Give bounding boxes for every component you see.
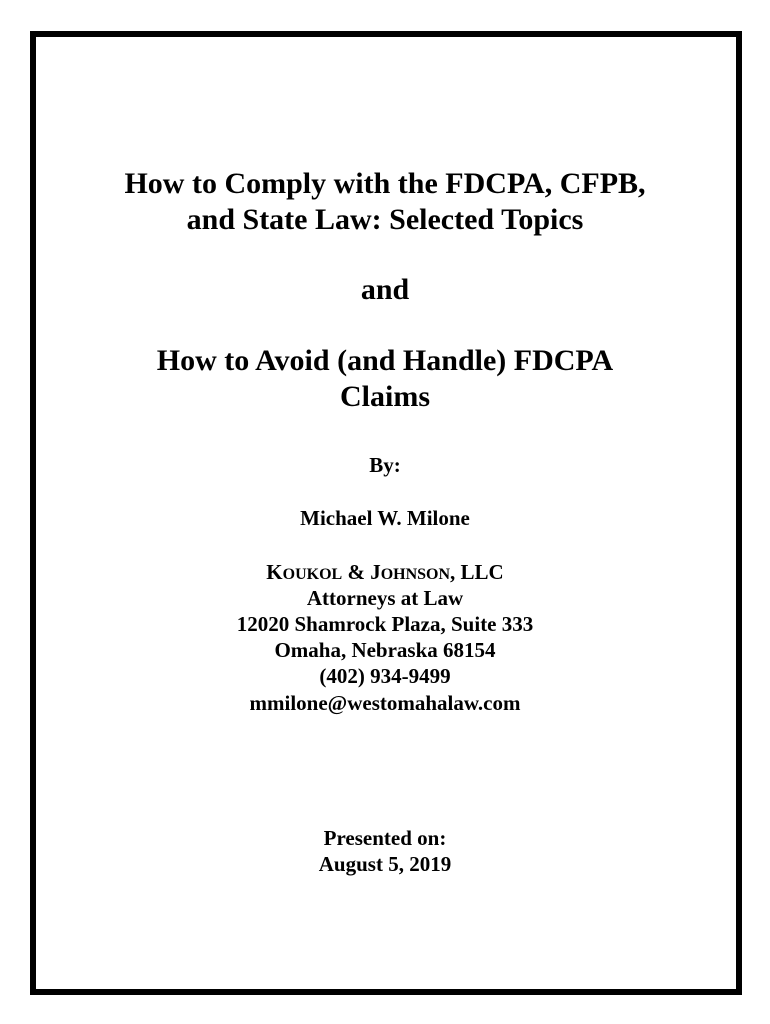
firm-name (0, 559, 770, 588)
address-line-1: 12020 Shamrock Plaza, Suite 333 (236, 612, 534, 636)
firm-name-rest-1: OUKOL (282, 566, 343, 583)
by-label: By: (369, 453, 401, 477)
address-line-2: Omaha, Nebraska 68154 (274, 638, 496, 662)
firm-name-suffix: , LLC (450, 560, 504, 584)
email-address: mmilone@westomahalaw.com (249, 691, 521, 715)
firm-name-initial-2: J (370, 560, 381, 584)
firm-name-initial-1: K (266, 560, 283, 584)
subtitle-line-2: Claims (340, 380, 430, 413)
firm-name-rest-2: OHNSON (380, 566, 451, 583)
phone-number: (402) 934-9499 (319, 664, 451, 688)
firm-role: Attorneys at Law (306, 586, 464, 610)
title-line-2: and State Law: Selected Topics (186, 203, 584, 236)
subtitle-line-1: How to Avoid (and Handle) FDCPA (156, 344, 614, 377)
presentation-date: August 5, 2019 (318, 852, 452, 876)
presented-on-label: Presented on: (323, 826, 447, 850)
author-name: Michael W. Milone (300, 506, 470, 530)
firm-name-ampersand: & (342, 560, 371, 584)
title-line-1: How to Comply with the FDCPA, CFPB, (124, 167, 646, 200)
conjunction-and: and (360, 273, 410, 306)
